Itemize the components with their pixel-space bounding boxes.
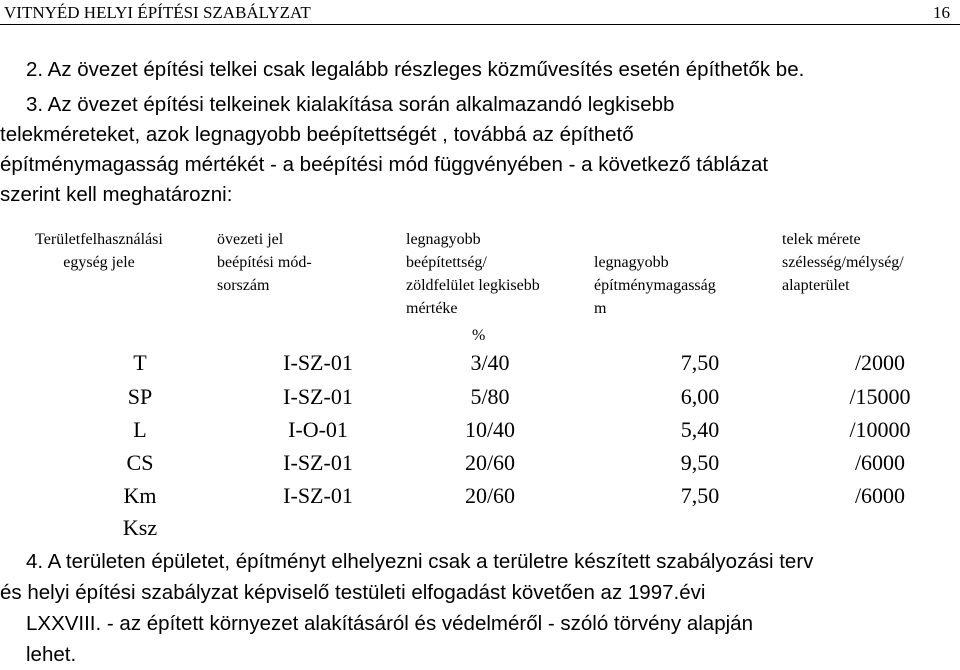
table-row	[0, 511, 960, 545]
document-title: VITNYÉD HELYI ÉPÍTÉSI SZABÁLYZAT	[4, 3, 311, 22]
cell-zone-code: I-SZ-01	[283, 350, 353, 375]
header-coverage: legnagyobb beépítettség/ zöldfelület legkisebb mértéke	[406, 231, 540, 317]
cell-coverage: 10/40	[464, 417, 516, 442]
paragraph-4	[0, 546, 948, 670]
paragraph-4-line: 4. A területen épületet, építményt elhelyezni csak a területre készített szabályozási terv	[26, 550, 814, 573]
paragraph-3-line: szerint kell meghatározni:	[0, 183, 233, 206]
paragraph-3-line: telekméreteket, azok legnagyobb beépítettségét , továbbá az építhető	[0, 123, 634, 146]
cell-coverage: 20/60	[464, 483, 516, 508]
cell-height: 5,40	[680, 417, 720, 442]
cell-zone-code: I-SZ-01	[283, 384, 353, 409]
cell-plot-size: /6000	[854, 450, 906, 475]
cell-land-use: T	[133, 350, 147, 375]
cell-coverage: 5/80	[470, 384, 510, 409]
header-plot-size: telek mérete szélesség/mélység/ alapterület	[782, 231, 904, 294]
cell-coverage: 3/40	[470, 350, 510, 375]
paragraph-3	[0, 90, 946, 210]
cell-plot-size: /10000	[849, 417, 911, 442]
cell-land-use: L	[133, 417, 147, 442]
cell-height: 6,00	[680, 384, 720, 409]
header-height-text: legnagyobb építménymagasság m	[594, 254, 716, 317]
cell-coverage: 20/60	[464, 450, 516, 475]
table-row	[0, 413, 960, 447]
header-zone-code: övezeti jel beépítési mód- sorszám	[217, 231, 312, 294]
paragraph-3-line: 3. Az övezet építési telkeinek kialakítása során alkalmazandó legkisebb	[26, 93, 675, 116]
header-height	[594, 228, 716, 320]
cell-height: 7,50	[680, 350, 720, 375]
cell-zone-code: I-O-01	[288, 417, 348, 442]
cell-height: 9,50	[680, 450, 720, 475]
cell-plot-size: /15000	[849, 384, 911, 409]
cell-land-use: Ksz	[122, 515, 158, 540]
cell-plot-size: /6000	[854, 483, 906, 508]
cell-land-use: Km	[123, 483, 157, 508]
cell-height: 7,50	[680, 483, 720, 508]
cell-zone-code: I-SZ-01	[283, 483, 353, 508]
cell-land-use: CS	[126, 450, 154, 475]
table-row	[0, 479, 960, 513]
table-row	[0, 446, 960, 480]
paragraph-4-line: LXXVIII. - az épített környezet alakításáról és védelméről - szóló törvény alapján	[26, 612, 753, 635]
cell-land-use: SP	[127, 384, 153, 409]
cell-plot-size: /2000	[854, 350, 906, 375]
table-row	[0, 380, 960, 414]
paragraph-4-line: és helyi építési szabályzat képviselő testületi elfogadást követően az 1997.évi	[0, 581, 706, 604]
page-number: 16	[933, 3, 950, 22]
page-header	[0, 0, 960, 25]
cell-zone-code: I-SZ-01	[283, 450, 353, 475]
header-land-use: Területfelhasználási egység jele	[35, 231, 163, 271]
header-percent: %	[472, 327, 486, 344]
paragraph-4-line: lehet.	[26, 643, 77, 666]
paragraph-2: 2. Az övezet építési telkei csak legalább részleges közművesítés esetén építhetők be.	[26, 58, 805, 81]
paragraph-3-line: építménymagasság mértékét - a beépítési mód függvényében - a következő táblázat	[0, 153, 769, 176]
table-row	[0, 346, 960, 380]
